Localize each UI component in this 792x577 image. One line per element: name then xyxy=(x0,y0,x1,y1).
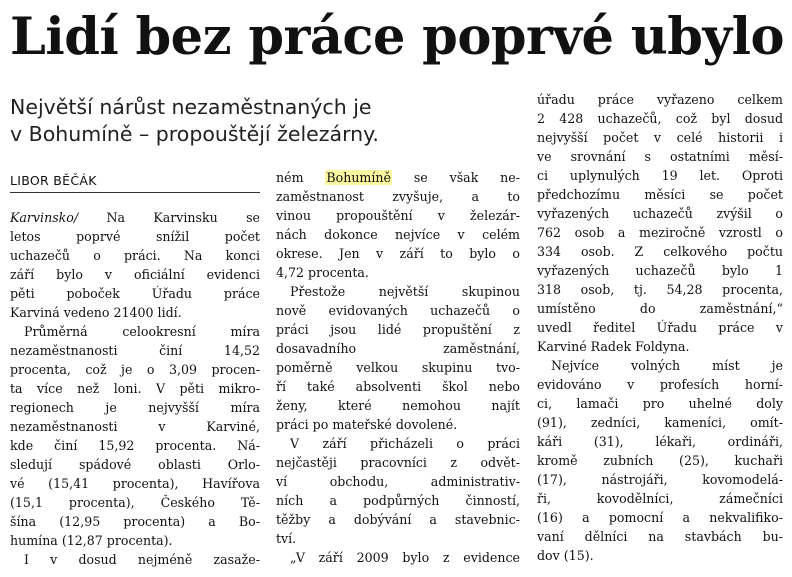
line-text: Na Karvinsku se xyxy=(78,210,260,225)
line-text: ci, lamači pro uhelné doly xyxy=(537,396,783,411)
line-text: září bylo v oficiální evidenci xyxy=(10,267,260,282)
line-text: poměrně velkou skupinu tvo- xyxy=(276,360,520,375)
subheadline-line: v Bohumíně – propouštějí železárny. xyxy=(10,122,379,146)
article-line xyxy=(10,303,260,322)
line-text: letos poprvé snížil počet xyxy=(10,229,260,244)
line-text: 2 428 uchazečů, což byl dosud xyxy=(537,111,783,126)
line-text: nejvyšší počet v celé historii i xyxy=(537,130,783,145)
line-text: Přestože největší skupinou xyxy=(290,284,520,299)
article-line xyxy=(10,417,260,436)
article-line xyxy=(537,508,783,527)
line-text: šína (12,95 procenta) a Bo- xyxy=(10,514,260,529)
article-line xyxy=(537,489,783,508)
line-text: kromě zubních (25), kuchaři xyxy=(537,453,783,468)
line-text: (91), zedníci, kameníci, omít- xyxy=(537,415,783,430)
line-text: uvedl ředitel Úřadu práce v xyxy=(537,320,783,335)
article-line xyxy=(10,512,260,531)
article-line xyxy=(276,472,520,491)
article-column-1 xyxy=(10,208,260,569)
subheadline xyxy=(10,94,515,148)
article-line xyxy=(537,318,783,337)
line-text: nezaměstnanosti v Karviné, xyxy=(10,419,260,434)
dateline: Karvinsko/ xyxy=(10,210,79,225)
article-line xyxy=(537,261,783,280)
article-line xyxy=(276,282,520,301)
line-text: předchozímu měsíci se počet xyxy=(537,187,783,202)
article-line xyxy=(537,109,783,128)
article-line xyxy=(10,398,260,417)
article-line xyxy=(276,320,520,339)
author-byline: LIBOR BĚČÁK xyxy=(10,170,260,193)
line-text: Karviná vedeno 21400 lidí. xyxy=(10,305,182,320)
line-text: evidováno v profesích horní- xyxy=(537,377,783,392)
line-text: pěti poboček Úřadu práce xyxy=(10,286,260,301)
article-line xyxy=(537,185,783,204)
article-line xyxy=(10,322,260,341)
article-line xyxy=(276,301,520,320)
line-text: ví obchodu, administrativ- xyxy=(276,474,520,489)
line-text: dov (15). xyxy=(537,548,594,563)
headline: Lidí bez práce poprvé ubylo xyxy=(10,7,784,67)
line-text: 762 osob a meziročně vzrostl o xyxy=(537,225,783,240)
line-text: 334 osob. Z celkového počtu xyxy=(537,244,783,259)
article-line xyxy=(537,166,783,185)
line-text: nezaměstnanosti činí 14,52 xyxy=(10,343,260,358)
line-text: uchazečů o práci. Na konci xyxy=(10,248,260,263)
article-line xyxy=(10,474,260,493)
article-line xyxy=(10,246,260,265)
article-line xyxy=(276,358,520,377)
line-text: Průměrná celookresní míra xyxy=(24,324,260,339)
article-line xyxy=(537,299,783,318)
article-line xyxy=(10,341,260,360)
article-line xyxy=(276,339,520,358)
article-column-2 xyxy=(276,168,520,567)
article-line xyxy=(10,265,260,284)
article-line xyxy=(537,470,783,489)
article-line xyxy=(10,531,260,550)
article-line xyxy=(276,548,520,567)
article-line xyxy=(276,187,520,206)
article-line xyxy=(276,396,520,415)
line-text: sledují spádové oblasti Orlo- xyxy=(10,457,260,472)
article-line xyxy=(10,227,260,246)
article-line xyxy=(276,168,520,187)
article-line xyxy=(537,223,783,242)
article-line xyxy=(276,263,520,282)
line-text: ženy, které nemohou najít xyxy=(276,398,520,413)
line-text: ve srovnání s ostatními měsí- xyxy=(537,149,783,164)
article-line xyxy=(537,337,783,356)
line-text: (16) a pomocní a nekvalifiko- xyxy=(537,510,783,525)
article-line xyxy=(537,394,783,413)
line-text: I v dosud nejméně zasaže- xyxy=(24,552,260,567)
article-line xyxy=(10,493,260,512)
article-line xyxy=(276,225,520,244)
article-line xyxy=(276,510,520,529)
article-line xyxy=(10,360,260,379)
line-text: ří také absolventi škol nebo xyxy=(276,379,520,394)
article-line xyxy=(537,375,783,394)
line-text: vyřazených uchazečů bylo 1 xyxy=(537,263,783,278)
line-text: ta více než loni. V pěti mikro- xyxy=(10,381,260,396)
article-line xyxy=(10,436,260,455)
highlighted-word: Bohumíně xyxy=(326,170,391,185)
line-text: ném xyxy=(276,170,326,185)
line-text: ci uplynulých 19 let. Oproti xyxy=(537,168,783,183)
line-text: okrese. Jen v září to bylo o xyxy=(276,246,520,261)
article-line xyxy=(537,527,783,546)
article-line xyxy=(10,550,260,569)
line-text: (17), nástrojáři, kovomodelá- xyxy=(537,472,783,487)
line-text: práci po mateřské dovolené. xyxy=(276,417,458,432)
line-text: zaměstnanost zvyšuje, a to xyxy=(276,189,520,204)
line-text: tví. xyxy=(276,531,297,546)
article-line xyxy=(537,546,783,565)
line-text: těžby a dobývání a stavebnic- xyxy=(276,512,520,527)
line-text: V září přicházeli o práci xyxy=(290,436,520,451)
subheadline-line: Největší nárůst nezaměstnaných je xyxy=(10,95,372,119)
line-text: vyřazených uchazečů zvýšil o xyxy=(537,206,783,221)
line-text: dosavadního zaměstnání, xyxy=(276,341,520,356)
line-text: ních a podpůrných činností, xyxy=(276,493,520,508)
line-text: se však ne- xyxy=(391,170,520,185)
article-line xyxy=(276,415,520,434)
article-line xyxy=(537,280,783,299)
article-line xyxy=(276,453,520,472)
line-text: Nejvíce volných míst je xyxy=(551,358,783,373)
line-text: procenta, což je o 3,09 procen- xyxy=(10,362,260,377)
line-text: vé (15,41 procenta), Havířova xyxy=(10,476,260,491)
line-text: 318 osob, tj. 54,28 procenta, xyxy=(537,282,783,297)
line-text: regionech je nejvyšší míra xyxy=(10,400,260,415)
line-text: (15,1 procenta), Českého Tě- xyxy=(10,495,260,510)
line-text: práci jsou lidé propuštění z xyxy=(276,322,520,337)
line-text: vinou propouštění v železár- xyxy=(276,208,520,223)
article-line xyxy=(276,244,520,263)
article-line xyxy=(276,377,520,396)
line-text: kde činí 15,92 procenta. Ná- xyxy=(10,438,260,453)
article-line xyxy=(10,379,260,398)
article-line xyxy=(276,491,520,510)
article-line xyxy=(10,455,260,474)
line-text: ři, kovodělníci, zámečníci xyxy=(537,491,783,506)
article-line xyxy=(537,413,783,432)
article-line xyxy=(10,284,260,303)
article-line xyxy=(537,432,783,451)
article-line xyxy=(537,204,783,223)
article-line xyxy=(10,208,260,227)
line-text: káři (31), lékaři, ordináři, xyxy=(537,434,783,449)
line-text: vaní dělníci na stavbách bu- xyxy=(537,529,783,544)
article-line xyxy=(537,147,783,166)
line-text: „V září 2009 bylo z evidence xyxy=(290,550,520,565)
article-line xyxy=(276,434,520,453)
article-line xyxy=(537,451,783,470)
article-line xyxy=(537,356,783,375)
article-line xyxy=(537,90,783,109)
line-text: nách dokonce nejvíce v celém xyxy=(276,227,520,242)
line-text: nově evidovaných uchazečů o xyxy=(276,303,520,318)
line-text: humína (12,87 procenta). xyxy=(10,533,173,548)
line-text: úřadu práce vyřazeno celkem xyxy=(537,92,783,107)
article-line xyxy=(276,529,520,548)
article-column-3 xyxy=(537,90,783,565)
article-line xyxy=(276,206,520,225)
line-text: 4,72 procenta. xyxy=(276,265,369,280)
article-line xyxy=(537,242,783,261)
line-text: nejčastěji pracovníci z odvět- xyxy=(276,455,520,470)
line-text: Karviné Radek Foldyna. xyxy=(537,339,690,354)
line-text: umístěno do zaměstnání,“ xyxy=(537,301,783,316)
article-line xyxy=(537,128,783,147)
